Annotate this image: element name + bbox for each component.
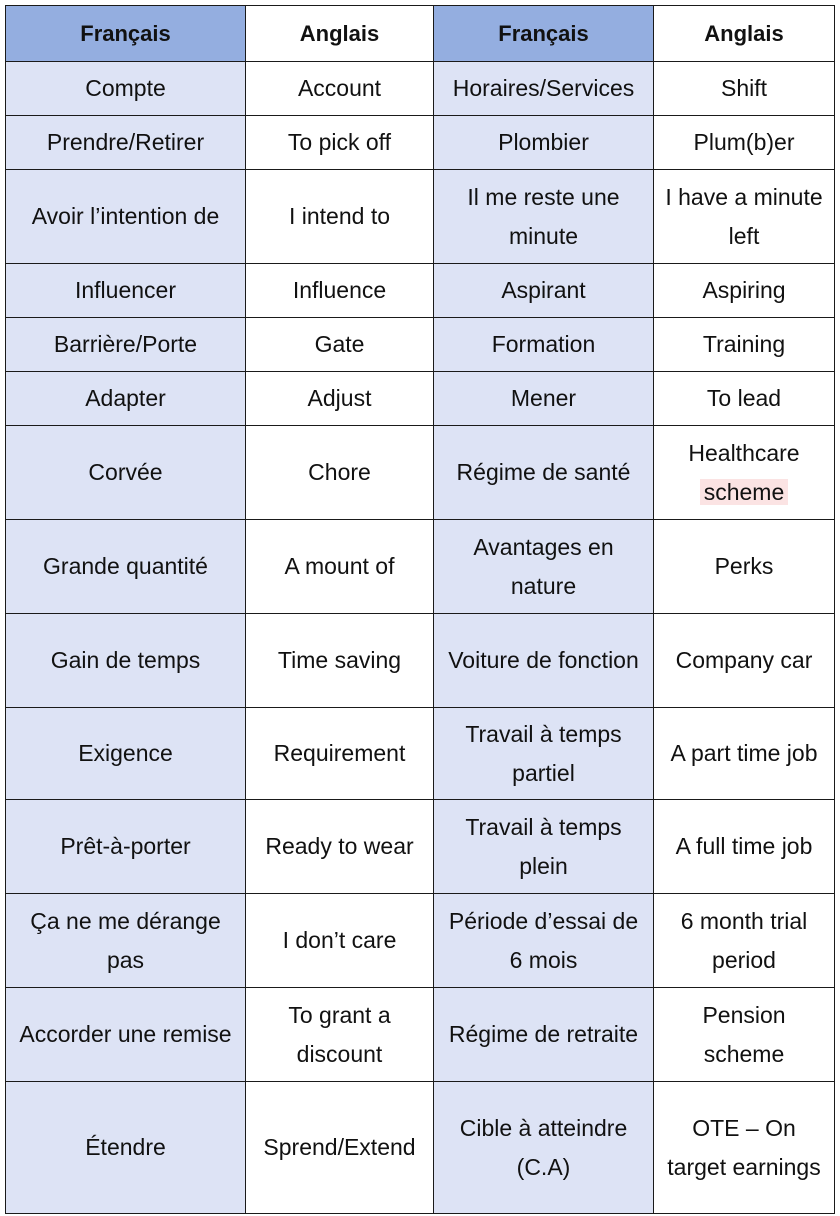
table-cell-en-word: A part time job <box>654 708 835 800</box>
table-cell-en-word: Adjust <box>246 372 434 426</box>
header-row <box>6 6 835 62</box>
table-cell-fr-word: Prêt-à-porter <box>6 800 246 894</box>
table-row <box>6 372 835 426</box>
table-row <box>6 520 835 614</box>
table-cell-en-word: Chore <box>246 426 434 520</box>
table-row <box>6 426 835 520</box>
table-cell-en-word <box>654 426 835 520</box>
table-header <box>6 6 835 62</box>
highlighted-text: scheme <box>700 479 789 505</box>
header-francais-1: Français <box>6 6 246 62</box>
table-cell-fr-word: Exigence <box>6 708 246 800</box>
table-cell-fr-word: Grande quantité <box>6 520 246 614</box>
table-cell-fr-word: Voiture de fonction <box>434 614 654 708</box>
table-row <box>6 1082 835 1214</box>
table-cell-en-word: Plum(b)er <box>654 116 835 170</box>
table-cell-en-word: I intend to <box>246 170 434 264</box>
table-cell-en-word: Company car <box>654 614 835 708</box>
header-anglais-1: Anglais <box>246 6 434 62</box>
table-body <box>6 62 835 1214</box>
table-cell-en-word: Shift <box>654 62 835 116</box>
table-cell-fr-word: Il me reste une minute <box>434 170 654 264</box>
table-cell-en-word: Time saving <box>246 614 434 708</box>
table-cell-en-word: To grant a discount <box>246 988 434 1082</box>
table-row <box>6 614 835 708</box>
table-cell-en-word: Perks <box>654 520 835 614</box>
table-cell-fr-word: Régime de retraite <box>434 988 654 1082</box>
table-cell-en-word: Influence <box>246 264 434 318</box>
table-row <box>6 264 835 318</box>
table-cell-en-word: To pick off <box>246 116 434 170</box>
table-cell-en-word: Account <box>246 62 434 116</box>
table-cell-fr-word: Avoir l’intention de <box>6 170 246 264</box>
table-cell-fr-word: Barrière/Porte <box>6 318 246 372</box>
table-cell-en-word: Sprend/Extend <box>246 1082 434 1214</box>
table-cell-en-word: Pension scheme <box>654 988 835 1082</box>
table-cell-fr-word: Travail à temps partiel <box>434 708 654 800</box>
table-cell-en-word: Ready to wear <box>246 800 434 894</box>
table-cell-en-word: I don’t care <box>246 894 434 988</box>
table-cell-en-word: A mount of <box>246 520 434 614</box>
table-cell-fr-word: Prendre/Retirer <box>6 116 246 170</box>
table-row <box>6 708 835 800</box>
table-cell-en-word: I have a minute left <box>654 170 835 264</box>
table-cell-fr-word: Travail à temps plein <box>434 800 654 894</box>
vocabulary-table <box>5 5 835 1214</box>
table-cell-fr-word: Adapter <box>6 372 246 426</box>
table-row <box>6 116 835 170</box>
table-cell-fr-word: Période d’essai de 6 mois <box>434 894 654 988</box>
table-cell-fr-word: Ça ne me dérange pas <box>6 894 246 988</box>
table-cell-en-word: Requirement <box>246 708 434 800</box>
table-cell-fr-word: Compte <box>6 62 246 116</box>
table-cell-en-word: 6 month trial period <box>654 894 835 988</box>
table-cell-en-word: Gate <box>246 318 434 372</box>
table-cell-fr-word: Régime de santé <box>434 426 654 520</box>
table-cell-fr-word: Horaires/Services <box>434 62 654 116</box>
table-cell-fr-word: Avantages en nature <box>434 520 654 614</box>
table-cell-fr-word: Influencer <box>6 264 246 318</box>
table-row <box>6 170 835 264</box>
table-cell-en-word: A full time job <box>654 800 835 894</box>
table-cell-fr-word: Plombier <box>434 116 654 170</box>
cell-text: Healthcare <box>688 439 800 466</box>
table-cell-fr-word: Gain de temps <box>6 614 246 708</box>
table-cell-fr-word: Mener <box>434 372 654 426</box>
table-cell-en-word: Aspiring <box>654 264 835 318</box>
table-row <box>6 894 835 988</box>
table-cell-en-word: Training <box>654 318 835 372</box>
table-cell-fr-word: Corvée <box>6 426 246 520</box>
table-row <box>6 318 835 372</box>
table-cell-fr-word: Étendre <box>6 1082 246 1214</box>
header-francais-2: Français <box>434 6 654 62</box>
table-cell-fr-word: Cible à atteindre (C.A) <box>434 1082 654 1214</box>
table-row <box>6 988 835 1082</box>
table-cell-fr-word: Aspirant <box>434 264 654 318</box>
table-row <box>6 800 835 894</box>
table-cell-fr-word: Accorder une remise <box>6 988 246 1082</box>
table-cell-en-word: To lead <box>654 372 835 426</box>
table-cell-en-word: OTE – On target earnings <box>654 1082 835 1214</box>
table-row <box>6 62 835 116</box>
header-anglais-2: Anglais <box>654 6 835 62</box>
table-cell-fr-word: Formation <box>434 318 654 372</box>
